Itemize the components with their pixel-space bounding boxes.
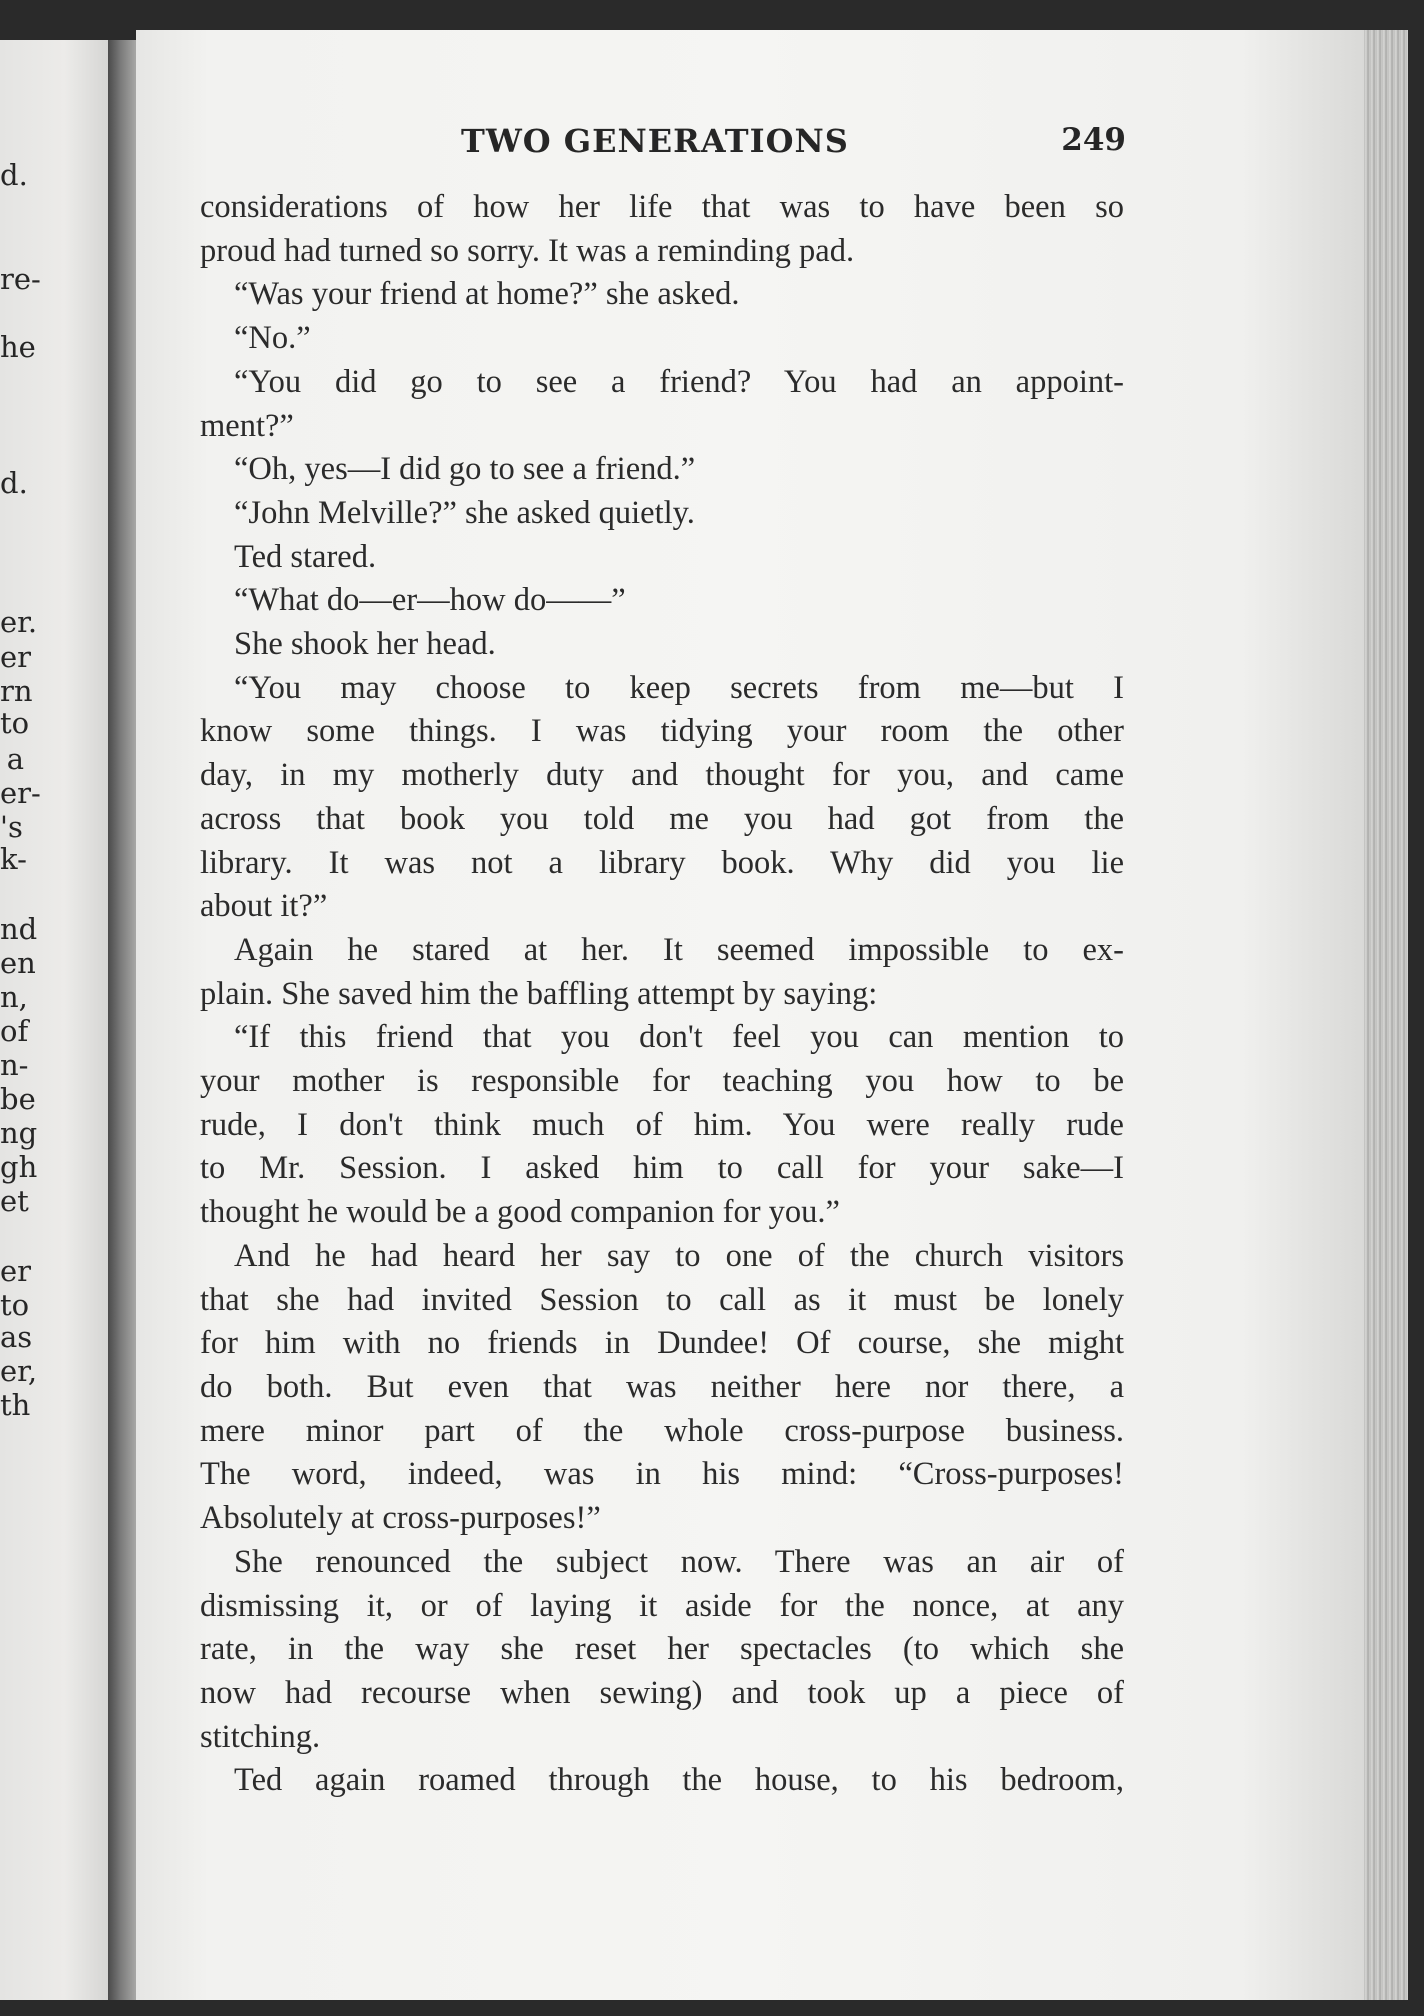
text-line: about it?” [200,888,328,925]
paragraph [200,1016,1124,1235]
book-gutter [108,40,136,2000]
paragraph [200,186,1124,273]
text-line: And he had heard her say to one of the church visitors [234,1237,1124,1274]
paragraph [200,361,1124,448]
facing-page-fragment: th [0,1388,31,1422]
running-head: TWO GENERATIONS [461,122,849,160]
page-edges [1364,30,1408,2000]
text-line: stitching. [200,1718,321,1755]
text-line: Ted again roamed through the house, to his bedroom, [234,1762,1124,1799]
text-line: considerations of how her life that was to have been so [200,189,1124,225]
facing-page-fragment: en [0,946,36,980]
text-line: know some things. I was tidying your room the other [200,713,1124,750]
text-line: dismissing it, or of laying it aside for the nonce, at any [200,1587,1124,1624]
text-line: proud had turned so sorry. It was a reminding pad. [200,232,855,269]
left-facing-page [0,40,108,2000]
text-line: do both. But even that was neither here nor there, a [200,1368,1124,1405]
text-line: “John Melville?” she asked quietly. [234,494,695,531]
paragraph [200,273,1124,317]
text-line: ment?” [200,407,294,444]
text-line: day, in my motherly duty and thought for you, and came [200,757,1124,794]
text-line: “You may choose to keep secrets from me—but I [234,669,1124,706]
page-header [196,122,1126,166]
text-line: She shook her head. [234,626,496,663]
facing-page-fragment: as [0,1320,33,1354]
text-line: thought he would be a good companion for you.” [200,1194,840,1231]
page-number: 249 [1061,122,1126,158]
text-line: across that book you told me you had got from the [200,800,1124,837]
text-line: “Oh, yes—I did go to see a friend.” [234,451,696,488]
facing-page-fragment: to [0,1288,30,1322]
facing-page-fragment: be [0,1082,36,1116]
paragraph [200,536,1124,580]
facing-page-fragment: re- [0,262,41,296]
facing-page-fragment: er [0,1254,32,1288]
facing-page-fragment: of [0,1014,29,1048]
facing-page-fragment: he [0,330,36,364]
paragraph [200,1541,1124,1760]
facing-page-fragment: to [0,706,30,740]
facing-page-fragment: nd [0,912,38,946]
text-line: library. It was not a library book. Why did you lie [200,844,1124,881]
facing-page-fragment: n- [0,1048,29,1082]
text-line: She renounced the subject now. There was an air of [234,1543,1124,1580]
text-line: “If this friend that you don't feel you can mention to [234,1019,1124,1056]
paragraph [200,492,1124,536]
text-line: now had recourse when sewing) and took up a piece of [200,1674,1124,1711]
facing-page-fragment: a [6,742,24,776]
paragraph [200,667,1124,929]
text-line: Again he stared at her. It seemed impossible to ex- [234,931,1124,968]
facing-page-fragment: 's [0,810,23,844]
text-line: to Mr. Session. I asked him to call for your sake—I [200,1150,1124,1187]
facing-page-fragment: er. [0,605,38,639]
paragraph [200,929,1124,1016]
facing-page-fragment: er- [0,776,41,810]
text-line: The word, indeed, was in his mind: “Cross-purposes! [200,1456,1124,1493]
facing-page-fragment: n, [0,980,28,1014]
text-line: Absolutely at cross-purposes!” [200,1500,601,1537]
text-line: rude, I don't think much of him. You were really rude [200,1106,1124,1143]
text-line: “What do—er—how do——” [234,582,626,619]
facing-page-fragment: ng [0,1116,38,1150]
text-line: your mother is responsible for teaching you how to be [200,1063,1124,1100]
text-line: that she had invited Session to call as it must be lonely [200,1281,1124,1318]
facing-page-fragment: gh [0,1150,38,1184]
paragraph [200,317,1124,361]
paragraph [200,1235,1124,1541]
text-line: “Was your friend at home?” she asked. [234,276,740,313]
facing-page-fragment: d. [0,466,28,500]
body-text [200,186,1124,1803]
facing-page-fragment: er, [0,1354,38,1388]
text-line: Ted stared. [234,538,377,575]
facing-page-fragment: k- [0,842,27,876]
facing-page-fragment: d. [0,158,28,192]
facing-page-fragment: rn [0,674,33,708]
text-line: for him with no friends in Dundee! Of course, she might [200,1325,1124,1362]
facing-page-fragment: er [0,640,32,674]
paragraph [200,1759,1124,1803]
paragraph [200,579,1124,623]
paragraph [200,448,1124,492]
facing-page-fragment: et [0,1184,29,1218]
text-line: mere minor part of the whole cross-purpose business. [200,1412,1124,1449]
paragraph [200,623,1124,667]
text-line: rate, in the way she reset her spectacles (to which she [200,1631,1124,1668]
text-line: “No.” [234,320,311,357]
text-line: plain. She saved him the baffling attempt by saying: [200,975,878,1012]
text-line: “You did go to see a friend? You had an appoint- [234,363,1124,400]
